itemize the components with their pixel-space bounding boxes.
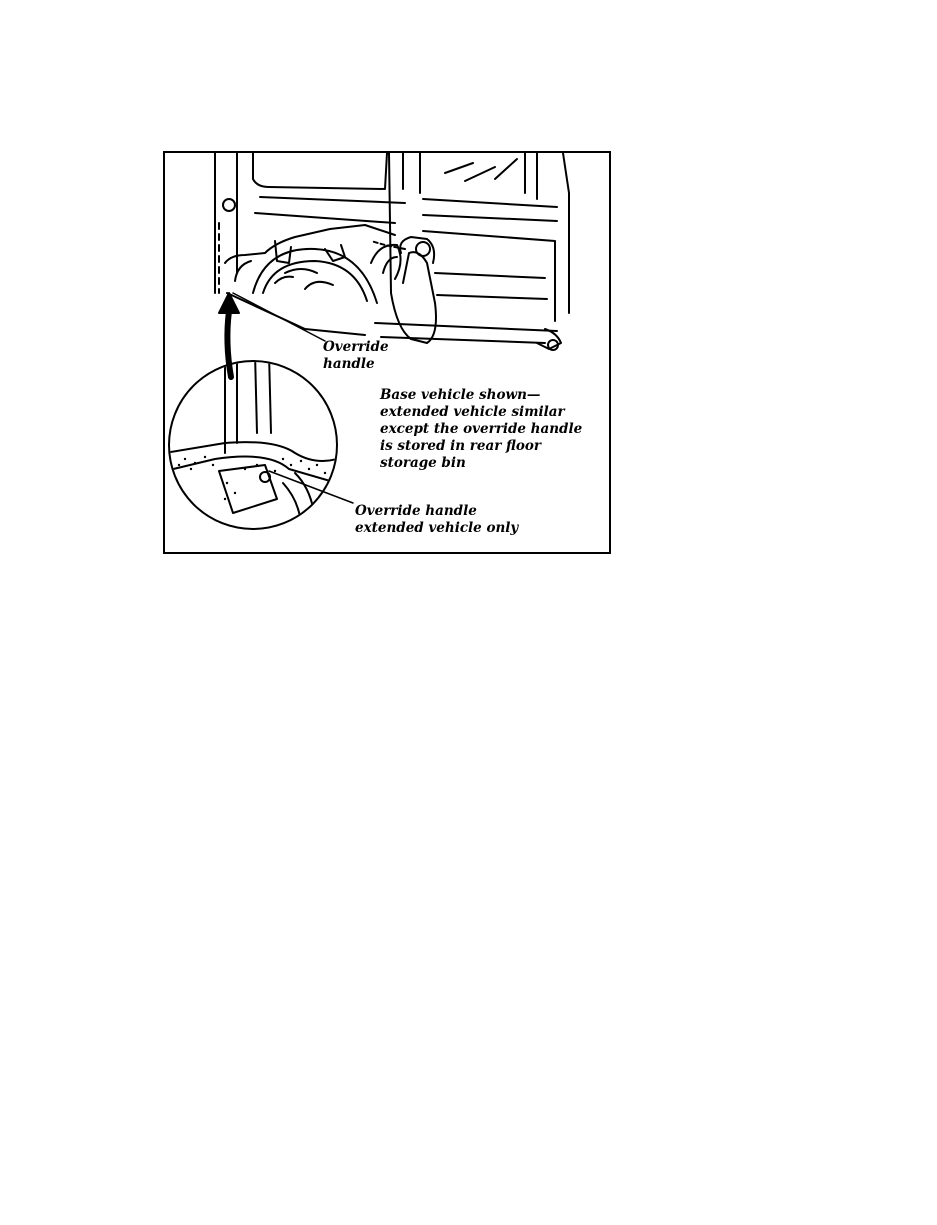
note-line5: storage bin	[380, 455, 466, 471]
note-line2: extended vehicle similar	[380, 404, 565, 420]
callout-bottom-line1: Override handle	[355, 503, 477, 519]
vehicle-note	[380, 387, 582, 472]
note-line4: is stored in rear floor	[380, 438, 541, 454]
callout-top-line2: handle	[323, 356, 375, 372]
note-line3: except the override handle	[380, 421, 583, 437]
override-handle-callout	[323, 339, 389, 373]
callout-bottom-line2: extended vehicle only	[355, 520, 519, 536]
illustration-figure	[163, 151, 611, 554]
override-handle-extended-callout	[355, 503, 518, 537]
callout-top-line1: Override	[323, 339, 389, 355]
note-line1: Base vehicle shown—	[380, 387, 541, 403]
